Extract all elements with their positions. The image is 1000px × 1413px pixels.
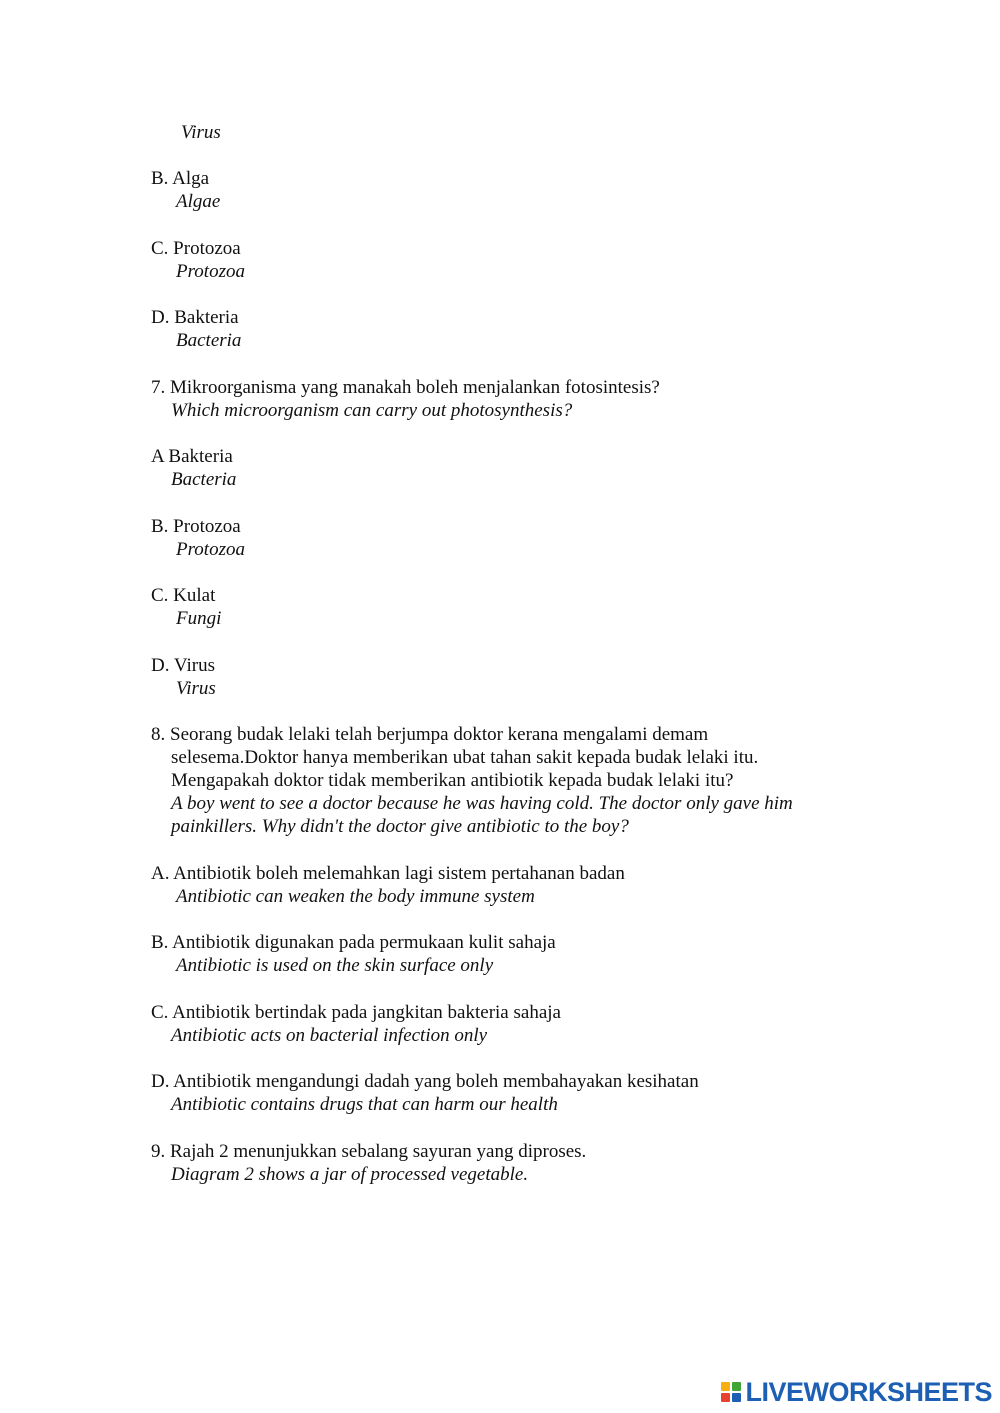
option-english: Protozoa	[176, 539, 245, 560]
option-english: Virus	[176, 678, 216, 699]
option-english: Antibiotic can weaken the body immune system	[176, 886, 535, 907]
question-8-english-line-1: A boy went to see a doctor because he was having cold. The doctor only gave him	[171, 793, 793, 814]
liveworksheets-logo-icon	[721, 1382, 741, 1402]
option-c: C. Protozoa	[151, 238, 241, 259]
option-d: D. Virus	[151, 655, 215, 676]
option-d: D. Antibiotik mengandungi dadah yang boleh membahayakan kesihatan	[151, 1071, 699, 1092]
question-8-line-1: 8. Seorang budak lelaki telah berjumpa doktor kerana mengalami demam	[151, 724, 709, 745]
option-english: Antibiotic acts on bacterial infection only	[171, 1025, 488, 1046]
logo-square	[721, 1393, 730, 1402]
option-d: D. Bakteria	[151, 307, 239, 328]
option-english: Antibiotic contains drugs that can harm our health	[171, 1094, 558, 1115]
logo-square	[732, 1382, 741, 1391]
option-c: C. Kulat	[151, 585, 216, 606]
option-english: Algae	[176, 191, 221, 212]
question-9: 9. Rajah 2 menunjukkan sebalang sayuran yang diproses.	[151, 1141, 587, 1162]
logo-square	[721, 1382, 730, 1391]
liveworksheets-logo[interactable]	[721, 1374, 992, 1410]
option-english: Bacteria	[171, 469, 237, 490]
question-7: 7. Mikroorganisma yang manakah boleh menjalankan fotosintesis?	[151, 377, 660, 398]
logo-square	[732, 1393, 741, 1402]
question-9-english: Diagram 2 shows a jar of processed vegetable.	[171, 1164, 529, 1185]
option-a: A Bakteria	[151, 446, 233, 467]
question-8-english-line-2: painkillers. Why didn't the doctor give antibiotic to the boy?	[171, 816, 629, 837]
question-8-line-2: selesema.Doktor hanya memberikan ubat tahan sakit kepada budak lelaki itu.	[171, 747, 759, 768]
question-8-line-3: Mengapakah doktor tidak memberikan antibiotik kepada budak lelaki itu?	[171, 770, 734, 791]
option-english: Bacteria	[176, 330, 242, 351]
option-english: Fungi	[176, 608, 222, 629]
option-b: B. Protozoa	[151, 516, 241, 537]
option-b: B. Alga	[151, 168, 210, 189]
logo-text: LIVEWORKSHEETS	[745, 1376, 992, 1407]
option-english: Protozoa	[176, 261, 245, 282]
option-english: Virus	[181, 122, 221, 143]
option-b: B. Antibiotik digunakan pada permukaan kulit sahaja	[151, 932, 556, 953]
option-english: Antibiotic is used on the skin surface only	[176, 955, 494, 976]
option-a: A. Antibiotik boleh melemahkan lagi sistem pertahanan badan	[151, 863, 625, 884]
question-7-english: Which microorganism can carry out photosynthesis?	[171, 400, 573, 421]
option-c: C. Antibiotik bertindak pada jangkitan bakteria sahaja	[151, 1002, 561, 1023]
